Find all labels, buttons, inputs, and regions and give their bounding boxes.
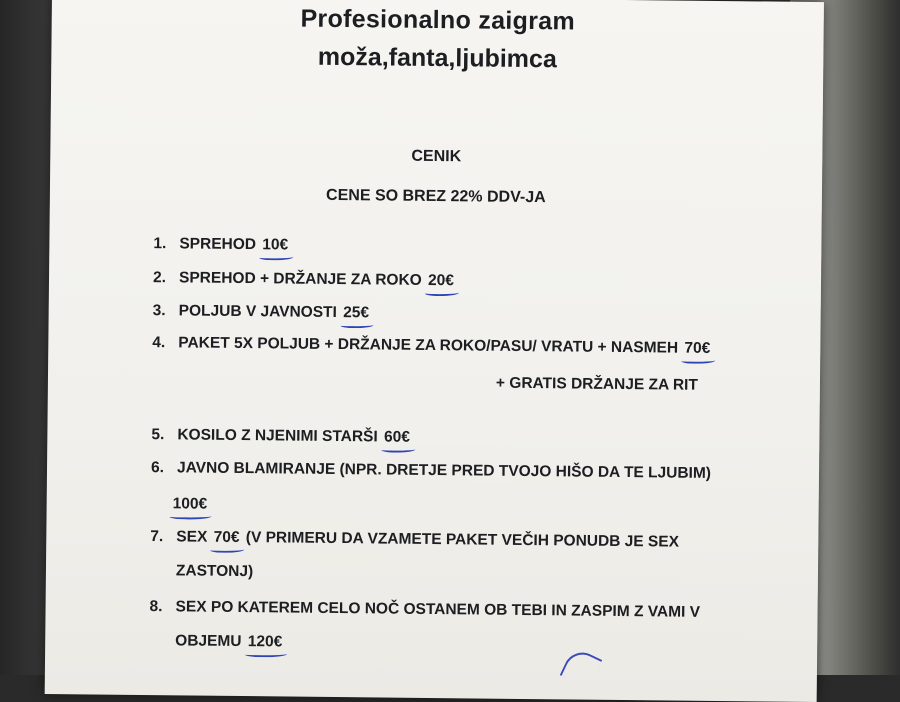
- item-7-continuation: ZASTONJ): [175, 562, 254, 581]
- list-item: 7. SEX 70€ (V PRIMERU DA VZAMETE PAKET VEČIH PONUDB JE SEX: [150, 528, 680, 551]
- price: 10€: [260, 236, 290, 257]
- list-item: 4. PAKET 5X POLJUB + DRŽANJE ZA ROKO/PASU/ VRATU + NASMEH 70€: [152, 334, 712, 361]
- price: 60€: [382, 428, 412, 449]
- price: 25€: [341, 304, 371, 325]
- price: 70€: [212, 529, 242, 550]
- list-item: 1. SPREHOD 10€: [153, 235, 290, 257]
- price-list-paper: [45, 0, 824, 702]
- price: 100€: [171, 495, 210, 516]
- item-8-continuation: OBJEMU 120€: [175, 632, 284, 654]
- price: 120€: [246, 633, 285, 654]
- price-list-heading: CENIK: [411, 147, 462, 166]
- list-item: 2. SPREHOD + DRŽANJE ZA ROKO 20€: [153, 269, 456, 293]
- list-item: 3. POLJUB V JAVNOSTI 25€: [153, 302, 372, 325]
- title-line-1: Profesionalno zaigram: [300, 4, 576, 36]
- item-4-extra: + GRATIS DRŽANJE ZA RIT: [495, 374, 698, 394]
- pen-stroke-icon: [560, 646, 603, 689]
- title-line-2: moža,fanta,ljubimca: [317, 42, 557, 74]
- item-6-price-line: [171, 495, 210, 516]
- price: 70€: [682, 340, 712, 361]
- list-item: 8. SEX PO KATEREM CELO NOČ OSTANEM OB TEBI IN ZASPIM Z VAMI V: [149, 598, 701, 621]
- price: 20€: [426, 272, 456, 293]
- tax-note: CENE SO BREZ 22% DDV-JA: [326, 186, 546, 207]
- list-item: 6. JAVNO BLAMIRANJE (NPR. DRETJE PRED TVOJO HIŠO DA TE LJUBIM): [150, 459, 712, 482]
- list-item: 5. KOSILO Z NJENIMI STARŠI 60€: [151, 426, 412, 450]
